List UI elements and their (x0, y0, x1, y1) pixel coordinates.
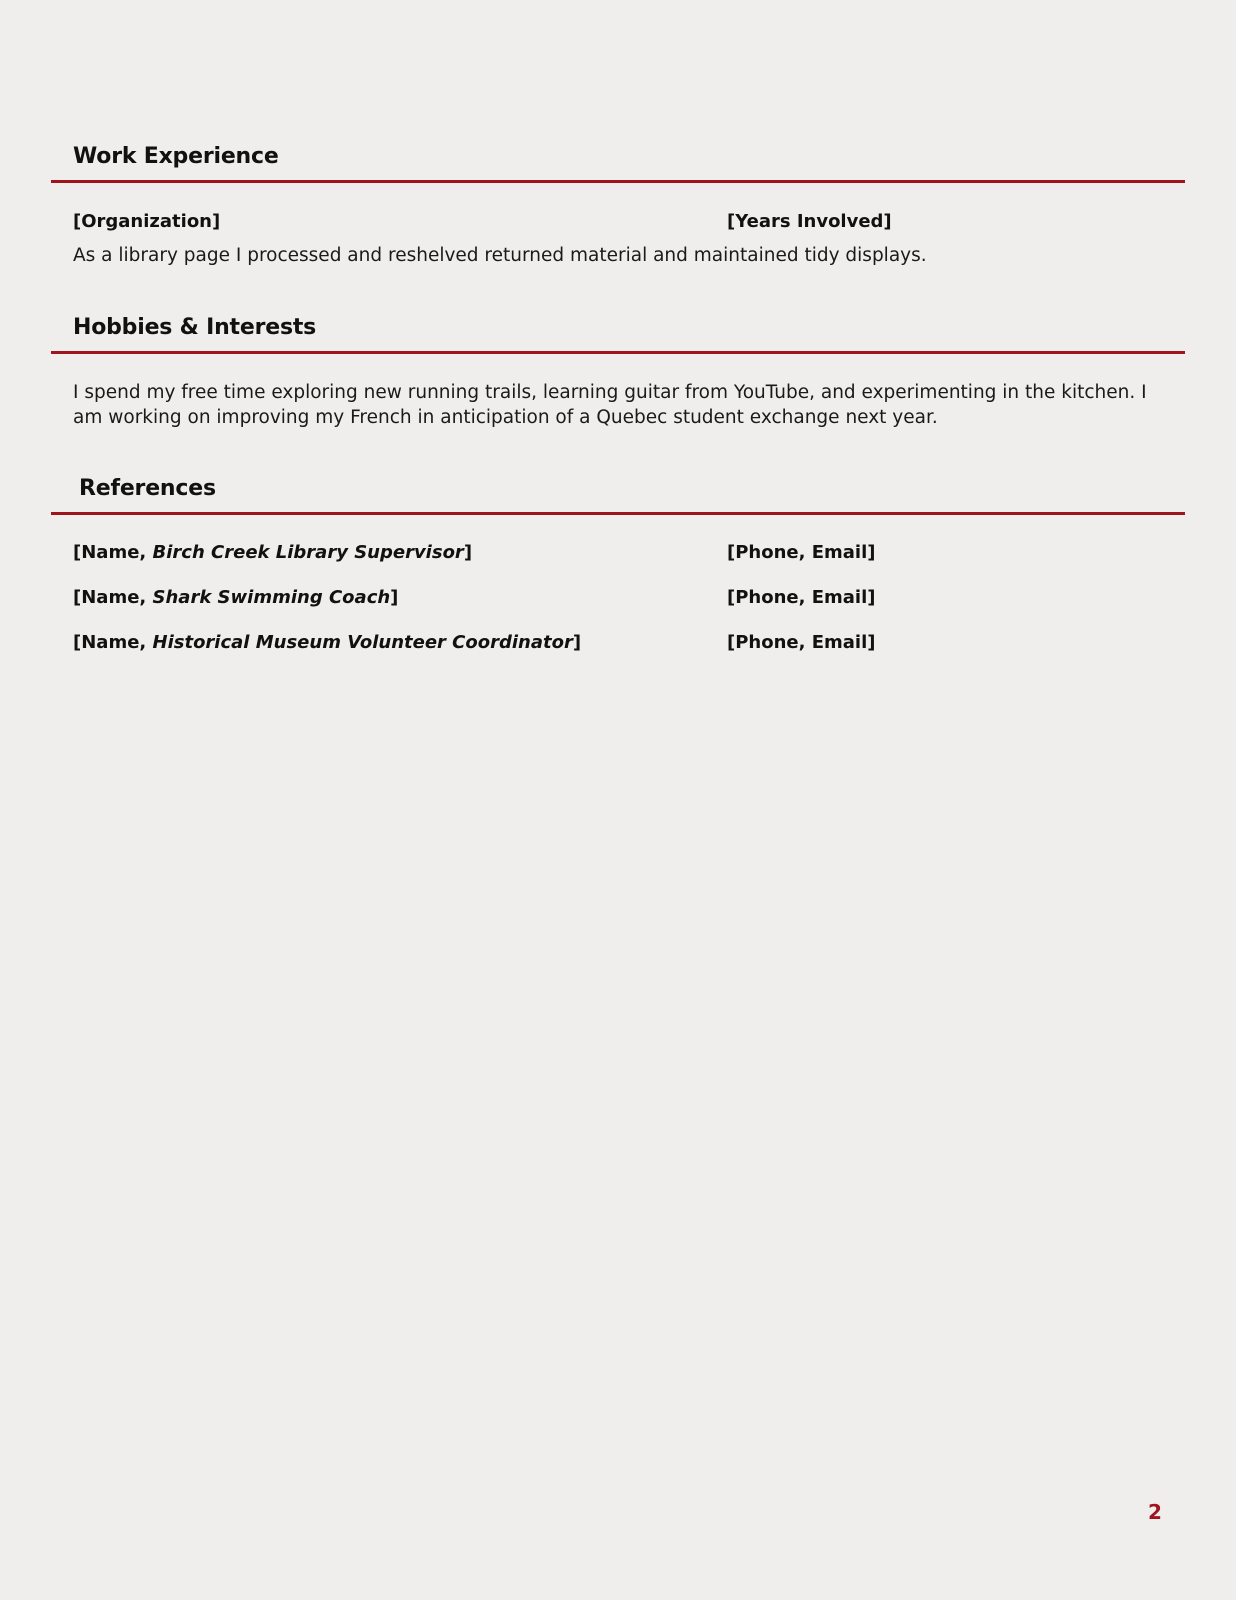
reference-contact: [Phone, Email] (727, 632, 876, 653)
reference-role: Shark Swimming Coach (152, 587, 391, 608)
reference-name (73, 585, 398, 611)
reference-name-prefix: [Name, (73, 632, 153, 653)
work-description: As a library page I processed and reshelved returned material and maintained tidy displays. (73, 245, 927, 266)
organization-label: [Organization] (73, 211, 221, 232)
reference-name (73, 540, 472, 566)
hobbies-text: I spend my free time exploring new running trails, learning guitar from YouTube, and experimenting in the kitchen. I am working on improving my French in anticipation of a Quebec student exchange next year. (73, 382, 1147, 428)
reference-role: Birch Creek Library Supervisor (152, 542, 464, 563)
reference-name-suffix: ] (390, 587, 399, 608)
reference-role: Historical Museum Volunteer Coordinator (152, 632, 573, 653)
work-experience-section (51, 142, 1185, 268)
hobbies-section (51, 313, 1185, 430)
reference-contact: [Phone, Email] (727, 542, 876, 563)
section-divider (51, 512, 1185, 515)
work-experience-heading: Work Experience (73, 144, 279, 169)
reference-contact: [Phone, Email] (727, 587, 876, 608)
references-heading: References (79, 476, 216, 501)
work-entry-header (73, 209, 1185, 235)
years-involved-label: [Years Involved] (727, 211, 892, 232)
reference-name (73, 630, 581, 656)
reference-name-suffix: ] (463, 542, 473, 563)
references-section (51, 474, 1185, 656)
reference-row (73, 630, 1185, 656)
page-number: 2 (1148, 1500, 1162, 1524)
reference-name-suffix: ] (572, 632, 582, 653)
hobbies-heading: Hobbies & Interests (73, 315, 317, 340)
reference-row (73, 540, 1185, 566)
section-divider (51, 180, 1185, 183)
reference-name-prefix: [Name, (73, 587, 153, 608)
section-divider (51, 351, 1185, 354)
reference-row (73, 585, 1185, 611)
reference-name-prefix: [Name, (73, 542, 153, 563)
